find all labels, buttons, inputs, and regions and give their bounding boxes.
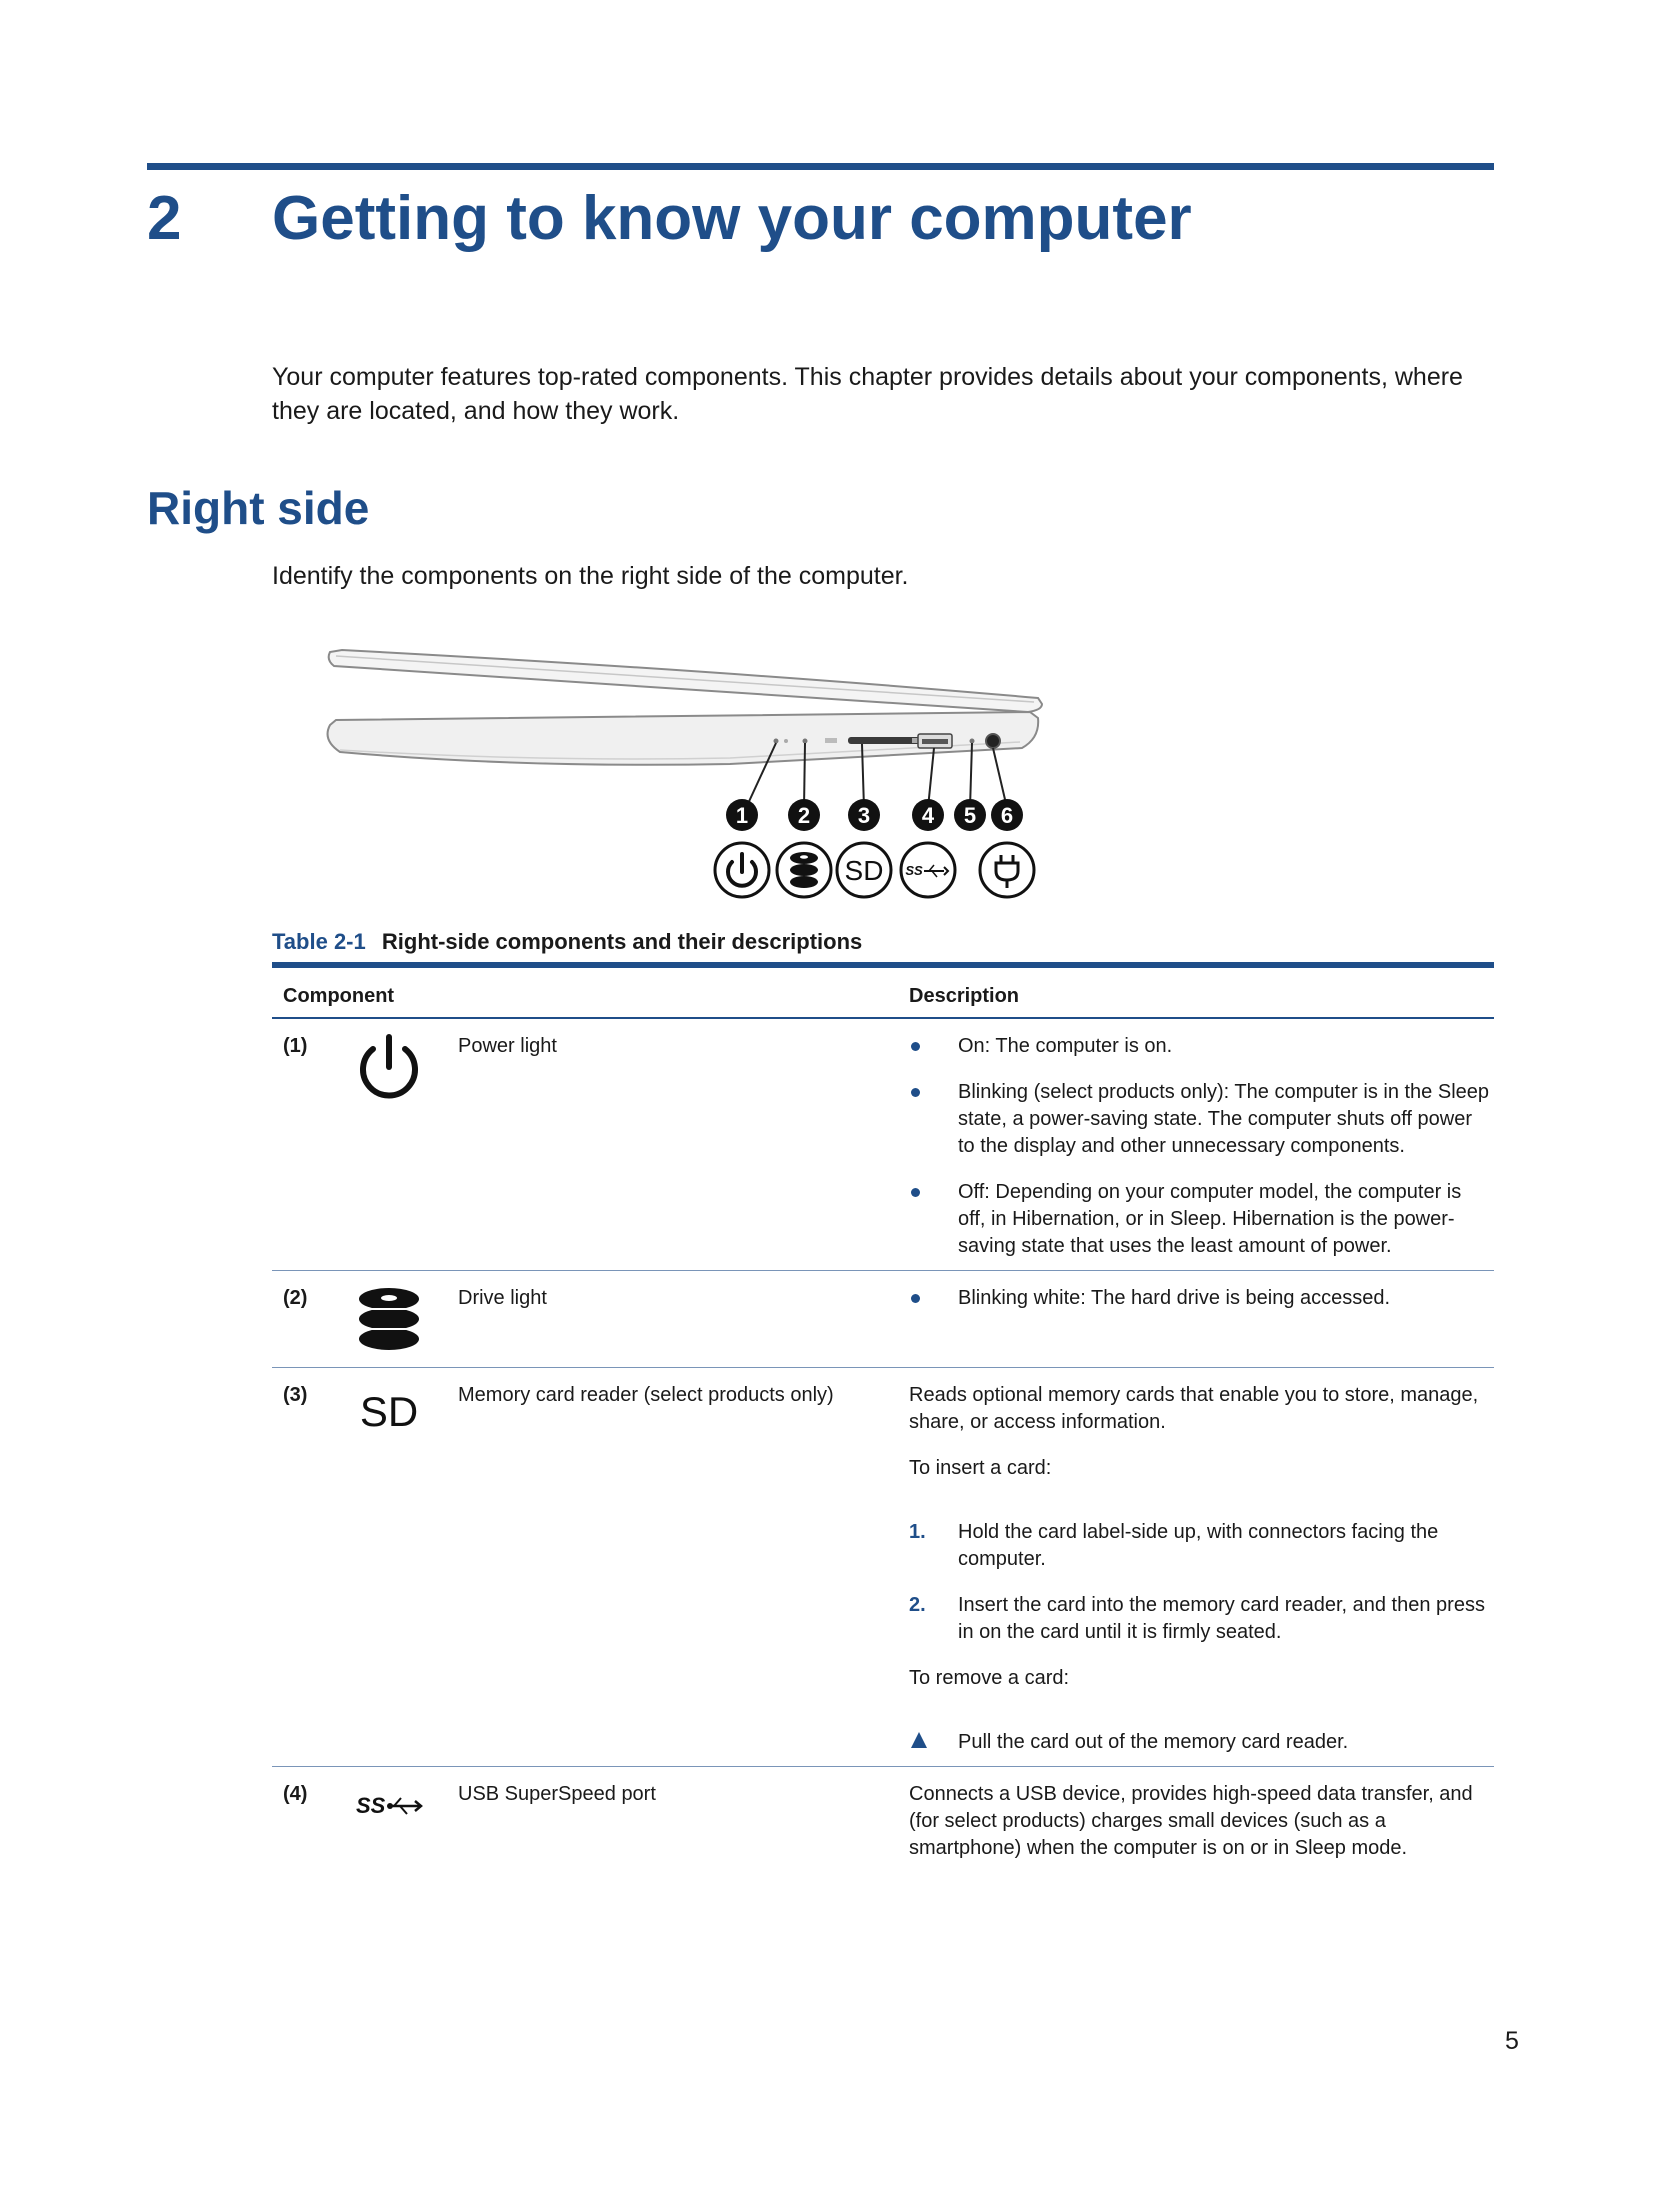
table-header [272,962,1494,1019]
usb-port-tongue [922,739,948,744]
table-row [272,1368,1494,1767]
list-item [909,1592,1494,1646]
power-icon [715,843,769,897]
usb-superspeed-icon [354,1781,424,1851]
lid-edge-line [336,656,1034,702]
component-name: Memory card reader (select products only) [458,1384,834,1406]
triangle-icon [911,1732,927,1748]
insert-heading: To insert a card: [909,1457,1052,1479]
usb-mini-label [912,738,918,743]
callout-3-label: 3 [857,803,871,828]
leader-line-6 [993,748,1007,808]
sd-card-icon [837,843,891,897]
step-text: Insert the card into the memory card reader, and then press in on the card until it is firmly seated. [958,1594,1485,1643]
callout-4-label: 4 [921,803,935,828]
component-description [909,1767,1494,1872]
row-number: (4) [283,1783,308,1805]
power-icon [354,1033,424,1103]
page-number: 5 [1505,2027,1519,2055]
remove-heading: To remove a card: [909,1667,1070,1689]
list-item-text: Blinking white: The hard drive is being accessed. [958,1287,1391,1309]
row-number: (1) [283,1035,308,1057]
list-item-text: Off: Depending on your computer model, the computer is off, in Hibernation, or in Sleep. Hibernation is the power-saving state that uses the least amount of power. [958,1181,1462,1257]
callout-6-label: 6 [1000,803,1014,828]
component-description [909,1271,1494,1341]
component-name: Drive light [458,1287,547,1309]
table-caption [272,929,862,955]
sd-slot [848,737,923,744]
drive-icon [777,843,831,897]
power-led-ring [784,739,788,743]
callout-1-label: 1 [735,803,749,828]
charge-led [970,739,975,744]
sd-card-icon [354,1382,424,1452]
chapter-number: 2 [147,184,182,253]
table-caption-label: Table 2-1 [272,929,366,954]
list-item [909,1079,1494,1160]
leader-line-2 [804,743,805,808]
components-table [272,962,1494,1872]
component-description [909,1368,1494,1766]
table-row [272,1019,1494,1271]
header-description: Description [909,985,1020,1007]
table-row [272,1271,1494,1368]
table-caption-title: Right-side components and their descriptions [381,929,863,954]
header-component: Component [283,985,395,1007]
callout-5 [954,799,986,831]
list-item [909,1285,1494,1312]
bullet-icon [911,1042,920,1051]
laptop-right-side-figure [300,630,1100,905]
list-item [909,1729,1494,1756]
description-paragraph: Reads optional memory cards that enable you to store, manage, share, or access information. [909,1384,1479,1433]
step-number: 1. [909,1521,926,1543]
step-text: Pull the card out of the memory card reader. [958,1731,1349,1753]
laptop-lid [329,650,1042,712]
callout-4 [912,799,944,831]
drive-icon [354,1285,424,1355]
step-text: Hold the card label-side up, with connectors facing the computer. [958,1521,1439,1570]
list-item-text: On: The computer is on. [958,1035,1173,1057]
callout-2 [788,799,820,831]
row-number: (2) [283,1287,308,1309]
callout-5-label: 5 [963,803,977,828]
list-item [909,1179,1494,1260]
step-number: 2. [909,1594,926,1616]
power-led [774,739,779,744]
bullet-icon [911,1294,920,1303]
component-name: Power light [458,1035,557,1057]
list-item-text: Blinking (select products only): The computer is in the Sleep state, a power-saving state. The computer shuts off power to the display and other unnecessary components. [958,1081,1490,1157]
list-item [909,1519,1494,1573]
row-number: (3) [283,1384,308,1406]
callout-1 [726,799,758,831]
chapter-title: Getting to know your computer [272,184,1192,253]
component-name: USB SuperSpeed port [458,1783,656,1805]
bullet-icon [911,1088,920,1097]
leader-line-5 [970,743,972,808]
sd-card-icon-label: SD [359,1388,419,1435]
power-connector-icon [980,843,1034,897]
section-title: Right side [147,482,370,534]
chapter-top-rule [147,163,1494,170]
usb-icon-label: SS [356,1793,386,1818]
power-connector [986,734,1000,748]
callout-6 [991,799,1023,831]
description-paragraph: Connects a USB device, provides high-speed data transfer, and (for select products) charges small devices (such as a smartphone) when the computer is on or in Sleep mode. [909,1783,1473,1859]
section-intro: Identify the components on the right side of the computer. [272,562,909,590]
leader-line-4 [928,748,934,808]
usb-superspeed-icon [901,843,955,897]
table-row [272,1767,1494,1872]
sd-icon-label: SD [844,855,884,886]
list-item [909,1033,1494,1060]
callout-2-label: 2 [797,803,811,828]
laptop-illustration [300,630,1100,905]
sd-mini-label [825,738,837,743]
component-description [909,1019,1494,1270]
callout-3 [848,799,880,831]
bullet-icon [911,1188,920,1197]
chapter-intro: Your computer features top-rated components. This chapter provides details about your components, where they are located, and how they work. [272,363,1463,425]
drive-led [803,739,808,744]
ss-icon-label: SS [905,863,923,878]
